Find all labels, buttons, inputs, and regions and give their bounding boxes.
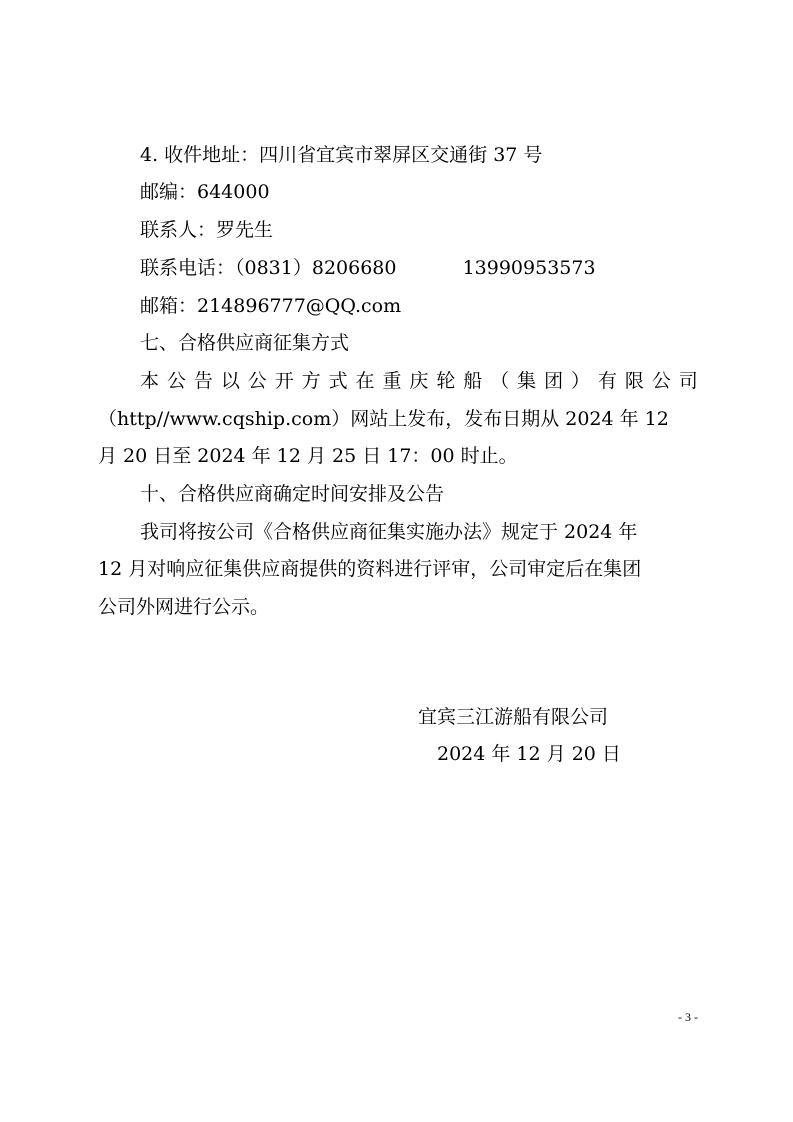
phone-landline: 联系电话：（0831）8206680 <box>140 257 397 279</box>
phone-line <box>140 256 596 280</box>
justified-char: （ <box>490 370 510 392</box>
signature-date: 2024 年 12 月 20 日 <box>437 743 621 765</box>
address-line: 4. 收件地址：四川省宜宾市翠屏区交通街 37 号 <box>140 144 543 166</box>
contact-person-line: 联系人：罗先生 <box>140 219 274 241</box>
section-10-paragraph-line-1: 我司将按公司《合格供应商征集实施办法》规定于 2024 年 <box>140 521 638 543</box>
justified-char: 在 <box>355 370 375 392</box>
justified-char: 开 <box>274 370 294 392</box>
section-10-heading: 十、合格供应商确定时间安排及公告 <box>140 483 445 505</box>
justified-char: 本 <box>140 370 160 392</box>
justified-char: 公 <box>651 370 671 392</box>
page-number: - 3 - <box>678 1010 698 1024</box>
justified-char: 告 <box>193 370 213 392</box>
section-7-heading: 七、合格供应商征集方式 <box>140 332 350 354</box>
section-7-paragraph-line-2: （http//www.cqship.com）网站上发布，发布日期从 2024 年 12 <box>98 408 669 430</box>
section-10-paragraph-line-2: 12 月对响应征集供应商提供的资料进行评审，公司审定后在集团 <box>98 558 642 580</box>
justified-char: ） <box>571 370 591 392</box>
section-7-paragraph-line-3: 月 20 日至 2024 年 12 月 25 日 17：00 时止。 <box>98 445 518 467</box>
justified-char: 有 <box>597 370 617 392</box>
justified-char: 式 <box>328 370 348 392</box>
section-7-paragraph-line-1 <box>140 369 698 393</box>
justified-char: 庆 <box>409 370 429 392</box>
justified-char: 集 <box>517 370 537 392</box>
justified-char: 司 <box>678 370 698 392</box>
justified-char: 公 <box>166 370 186 392</box>
email-line: 邮箱：214896777@QQ.com <box>140 295 402 317</box>
signature-company: 宜宾三江游船有限公司 <box>418 706 609 728</box>
justified-char: 轮 <box>436 370 456 392</box>
justified-char: 方 <box>301 370 321 392</box>
justified-char: 团 <box>544 370 564 392</box>
justified-char: 公 <box>247 370 267 392</box>
postcode-line: 邮编：644000 <box>140 181 270 203</box>
justified-char: 以 <box>220 370 240 392</box>
phone-mobile: 13990953573 <box>462 257 596 279</box>
justified-char: 重 <box>382 370 402 392</box>
justified-char: 限 <box>624 370 644 392</box>
justified-char: 船 <box>463 370 483 392</box>
section-10-paragraph-line-3: 公司外网进行公示。 <box>98 596 270 618</box>
